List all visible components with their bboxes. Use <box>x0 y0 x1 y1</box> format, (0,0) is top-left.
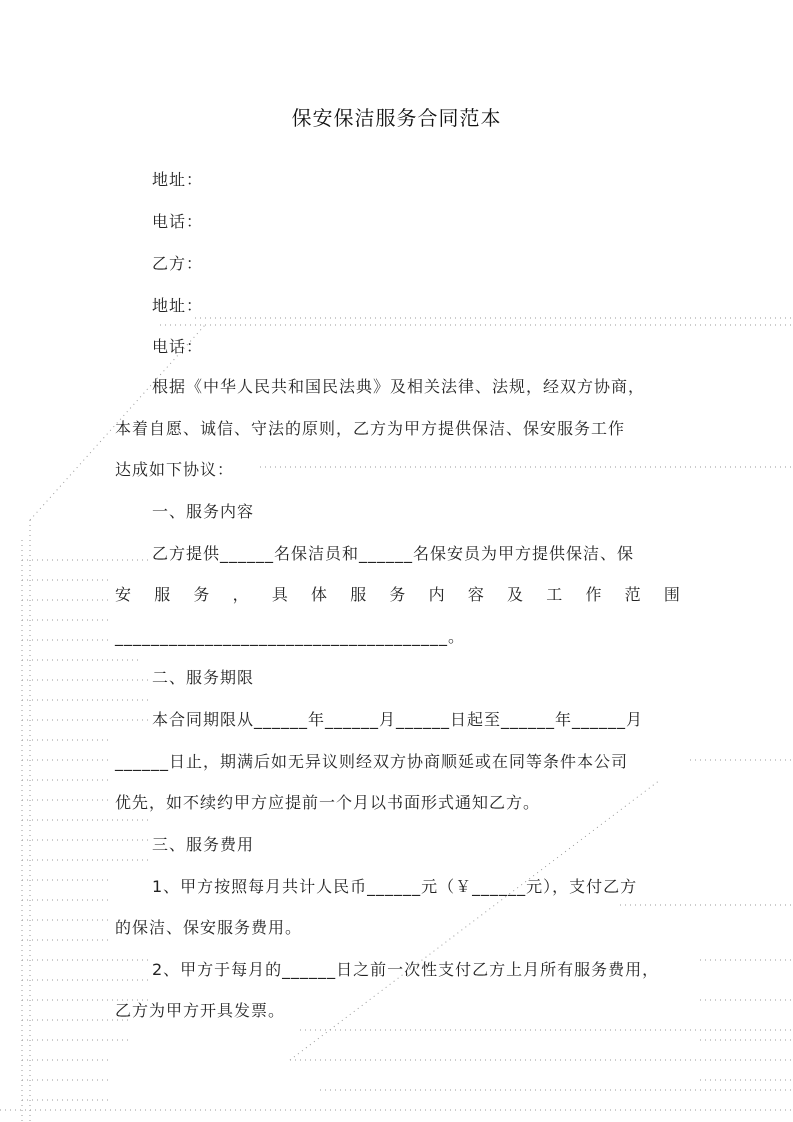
justified-char: 服 <box>350 585 376 604</box>
section-1-heading: 一、服务内容 <box>152 502 255 521</box>
justified-char: 服 <box>154 585 180 604</box>
justified-char: 围 <box>663 585 680 604</box>
justified-char: 务 <box>193 585 219 604</box>
section-1-line-1: 乙方提供______名保洁员和______名保安员为甲方提供保洁、保 <box>152 544 635 563</box>
section-2-line-1: 本合同期限从______年______月______日起至______年______月 <box>152 710 644 729</box>
justified-char: 作 <box>585 585 611 604</box>
justified-char: ， <box>232 585 258 604</box>
section-2-heading: 二、服务期限 <box>152 668 255 687</box>
section-3-item-1-line-2: 的保洁、保安服务费用。 <box>115 918 303 937</box>
justified-char: 容 <box>467 585 493 604</box>
phone-b-label: 电话： <box>152 337 204 356</box>
section-1-line-3: _____________________________________。 <box>115 627 466 646</box>
intro-line-3: 达成如下协议： <box>115 460 235 479</box>
justified-char: 工 <box>546 585 572 604</box>
document-title: 保安保洁服务合同范本 <box>291 106 502 130</box>
justified-char: 内 <box>428 585 454 604</box>
address-b-label: 地址： <box>152 296 204 315</box>
section-1-line-2 <box>115 585 680 605</box>
justified-char: 体 <box>311 585 337 604</box>
justified-char: 范 <box>624 585 650 604</box>
phone-a-label: 电话： <box>152 212 204 231</box>
section-3-heading: 三、服务费用 <box>152 835 255 854</box>
section-3-item-2-line-2: 乙方为甲方开具发票。 <box>115 1001 286 1020</box>
section-2-line-3: 优先，如不续约甲方应提前一个月以书面形式通知乙方。 <box>115 793 541 812</box>
section-3-item-2-line-1: 2、甲方于每月的______日之前一次性支付乙方上月所有服务费用， <box>152 960 660 979</box>
justified-char: 务 <box>389 585 415 604</box>
section-3-item-1-line-1: 1、甲方按照每月共计人民币______元（￥______元），支付乙方 <box>152 877 638 896</box>
address-a-label: 地址： <box>152 170 204 189</box>
party-b-label: 乙方： <box>152 254 204 273</box>
section-2-line-2: ______日止，期满后如无异议则经双方协商顺延或在同等条件本公司 <box>115 752 629 771</box>
justified-char: 及 <box>507 585 533 604</box>
justified-char: 具 <box>271 585 297 604</box>
intro-line-2: 本着自愿、诚信、守法的原则，乙方为甲方提供保洁、保安服务工作 <box>115 419 626 438</box>
intro-line-1: 根据《中华人民共和国民法典》及相关法律、法规，经双方协商， <box>152 377 646 396</box>
justified-char: 安 <box>115 585 141 604</box>
